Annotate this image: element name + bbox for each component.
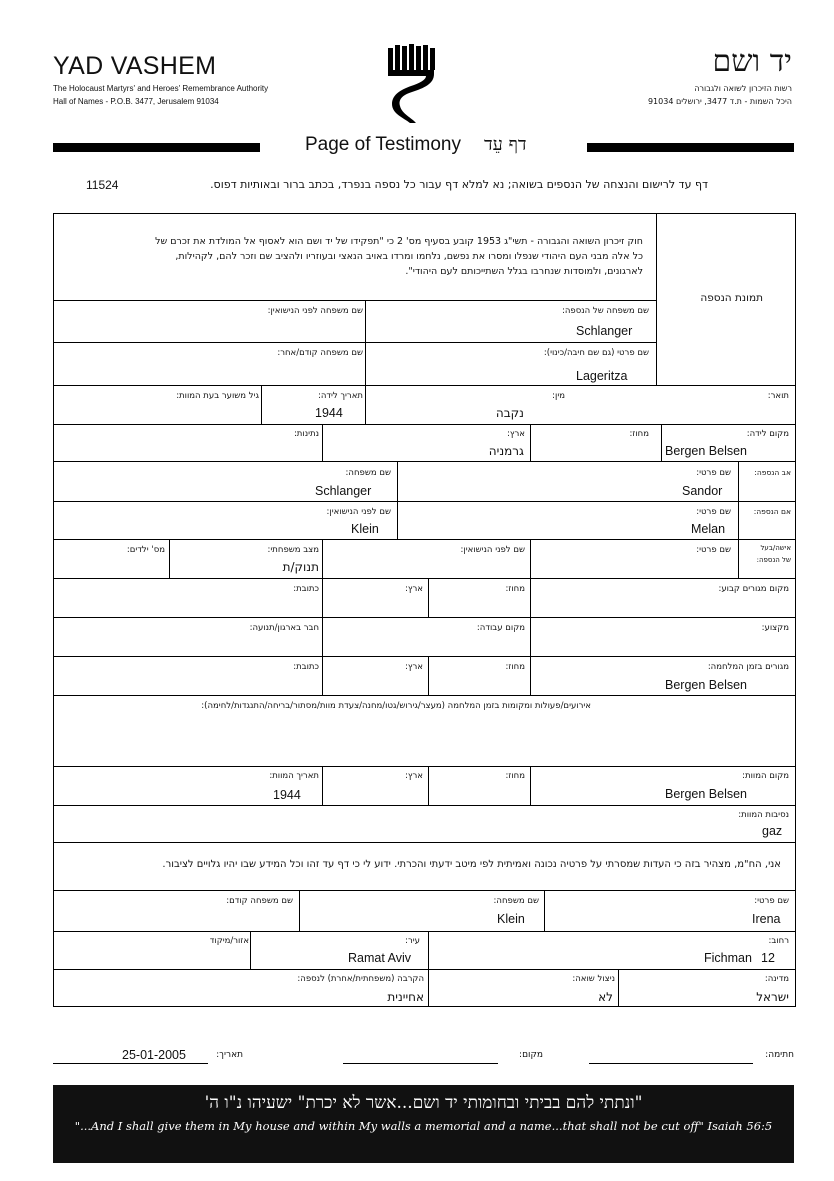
permanent-residence-label: מקום מגורים קבוע:: [718, 584, 789, 594]
victim-birth-place: Bergen Belsen: [665, 444, 748, 458]
sign-place-line[interactable]: [343, 1063, 498, 1064]
sign-date-line[interactable]: [53, 1063, 208, 1064]
signature-label: חתימה:: [765, 1050, 794, 1060]
mother-maiden-name: Klein: [351, 522, 379, 536]
death-place-label: מקום המוות:: [742, 771, 789, 781]
marital-status: תנוק/ת: [282, 560, 319, 574]
father-last-name-label: שם משפחה:: [345, 468, 391, 478]
submitter-last-name-label: שם משפחה:: [493, 896, 539, 906]
org-address-en: Hall of Names - P.O.B. 3477, Jerusalem 91034: [53, 97, 219, 106]
death-place: Bergen Belsen: [665, 787, 748, 801]
title-rule-left: [53, 143, 260, 152]
photo-label: תמונת הנספה: [700, 292, 763, 304]
spouse-label-2: של הנספה:: [756, 556, 791, 564]
org-name-he: יד ושם: [712, 44, 792, 79]
death-country-label: ארץ:: [405, 771, 423, 781]
victim-last-name: Schlanger: [576, 324, 633, 338]
street-number: 12: [761, 951, 775, 965]
declaration: אני, הח"מ, מצהיר בזה כי העדות שמסרתי על פרטיה נכונה ואמיתית לפי מיטב ידעתי והכרתי. ידוע לי כי דף עד זהו וכל המידע שבו יהיו גלויים לציבור.: [162, 859, 781, 870]
victim-gender-label: מין:: [552, 391, 565, 401]
banner-hebrew-quote: "ונתתי להם בביתי ובחומותי יד ושם...אשר לא יכרת" ישעיהו נ"ו ה': [204, 1093, 643, 1113]
page-title-en: Page of Testimony: [305, 134, 461, 155]
submitter-country: ישראל: [756, 990, 789, 1004]
zip-label: אזור/מיקוד: [209, 936, 249, 946]
law-text-line-3: לארגונים, ולמוסדות שנחרבו בגלל השתייכותם לעם היהודי".: [405, 266, 643, 277]
workplace-label: מקום עבודה:: [476, 623, 525, 633]
victim-age-label: גיל משוער בעת המוות:: [176, 391, 259, 401]
victim-country-label: ארץ:: [507, 429, 525, 439]
city-label: עיר:: [405, 936, 420, 946]
sign-date: 25-01-2005: [122, 1048, 186, 1062]
spouse-first-name-label: שם פרטי:: [696, 545, 731, 555]
death-circumstances-label: נסיבות המוות:: [738, 810, 789, 820]
submitter-first-name-label: שם פרטי:: [754, 896, 789, 906]
war-residence: Bergen Belsen: [665, 678, 748, 692]
father-last-name: Schlanger: [315, 484, 372, 498]
victim-maiden-name-label: שם משפחה לפני הנישואין:: [267, 306, 363, 316]
sign-place-label: מקום:: [519, 1050, 543, 1060]
victim-birth-date: 1944: [315, 406, 343, 420]
spouse-maiden-label: שם לפני הנישואין:: [460, 545, 525, 555]
submitter-first-name: Irena: [752, 912, 781, 926]
father-first-name-label: שם פרטי:: [696, 468, 731, 478]
submitter-prev-name-label: שם משפחה קודם:: [226, 896, 293, 906]
father-label: אב הנספה:: [754, 468, 791, 477]
mother-first-name: Melan: [691, 522, 726, 536]
death-date: 1944: [273, 788, 301, 802]
relation-label: הקרבה (משפחתית/אחרת) לנספה:: [297, 974, 424, 984]
form-number: 11524: [86, 178, 119, 192]
testimony-form: [53, 213, 796, 1007]
victim-gender: נקבה: [495, 406, 524, 420]
children-count-label: מס' ילדים:: [126, 545, 165, 555]
survivor-value: לא: [598, 990, 613, 1004]
victim-birth-country: גרמניה: [488, 444, 524, 458]
marital-status-label: מצב משפחתי:: [267, 545, 319, 555]
profession-label: מקצוע:: [761, 623, 789, 633]
instructions: דף עד לרישום והנצחה של הנספים בשואה; נא למלא דף עבור כל נספה בנפרד, בכתב ברור ובאותיות דפוס.: [210, 178, 708, 191]
page-title-he: דף עֵד: [484, 134, 527, 155]
law-text-line-1: חוק זיכרון השואה והגבורה - תשי"ג 1953 קובע בסעיף מס' 2 כי "תפקידו של יד ושם הוא לאסוף אל המולדת את זכרם של: [155, 236, 643, 247]
war-country-label: ארץ:: [405, 662, 423, 672]
war-address-label: כתובת:: [293, 662, 319, 672]
mother-label: אם הנספה:: [753, 507, 791, 516]
victim-title-label: תואר:: [767, 391, 789, 401]
survivor-label: ניצול שואה:: [572, 974, 615, 984]
war-district-label: מחוז:: [505, 662, 525, 672]
victim-nationality-label: נתינות:: [293, 429, 319, 439]
mother-first-name-label: שם פרטי:: [696, 507, 731, 517]
org-address-he: היכל השמות - ת.ד 3477, ירושלים 91034: [647, 97, 792, 106]
victim-first-name: Lageritza: [576, 369, 628, 383]
residence-country-label: ארץ:: [405, 584, 423, 594]
victim-birth-date-label: תאריך לידה:: [317, 391, 363, 401]
victim-previous-name-label: שם משפחה קודם/אחר:: [277, 348, 363, 358]
father-first-name: Sandor: [682, 484, 723, 498]
title-rule-right: [587, 143, 794, 152]
org-subtitle-en: The Holocaust Martyrs' and Heroes' Remembrance Authority: [53, 84, 269, 93]
victim-birth-place-label: מקום לידה:: [746, 429, 789, 439]
law-text-line-2: כל אלה מבני העם היהודי שנפלו ומסרו את נפשם, נלחמו ומרדו באויב הנאצי ובעוזריו ולהציב שם וזכר להם, לקהילות,: [175, 251, 643, 262]
victim-district-label: מחוז:: [629, 429, 649, 439]
org-member-label: חבר בארגון/תנועה:: [249, 623, 319, 633]
war-events-label: אירועים/פעולות ומקומות בזמן המלחמה (מעצר/גירוש/גטו/מחנה/צעדת מוות/מסתור/בריחה/התנגדות/לחימה):: [201, 701, 591, 711]
sign-date-label: תאריך:: [216, 1050, 243, 1060]
street-name: Fichman: [704, 951, 752, 965]
relation-value: אחיינית: [387, 990, 424, 1004]
org-name-en: YAD VASHEM: [53, 52, 217, 80]
city: Ramat Aviv: [348, 951, 411, 965]
signature-line[interactable]: [589, 1063, 753, 1064]
footer-banner: [53, 1085, 794, 1163]
residence-district-label: מחוז:: [505, 584, 525, 594]
death-circumstances: gaz: [762, 824, 783, 838]
submitter-country-label: מדינה:: [764, 974, 789, 984]
death-date-label: תאריך המוות:: [269, 771, 319, 781]
spouse-label-1: אישה/בעל: [760, 544, 791, 552]
victim-first-name-label: שם פרטי (גם שם חיבה/כינוי):: [543, 348, 649, 358]
residence-address-label: כתובת:: [293, 584, 319, 594]
war-residence-label: מגורים בזמן המלחמה:: [707, 662, 789, 672]
submitter-last-name: Klein: [497, 912, 525, 926]
mother-maiden-label: שם לפני הנישואין:: [326, 507, 391, 517]
street-label: רחוב:: [768, 936, 789, 946]
org-subtitle-he: רשות הזיכרון לשואה ולגבורה: [694, 84, 792, 93]
victim-last-name-label: שם משפחה של הנספה:: [561, 306, 649, 316]
banner-english-quote: "...And I shall give them in My house and within My walls a memorial and a name...that shall not be cut off" Isaiah 56:5: [74, 1119, 773, 1133]
yad-vashem-logo: [386, 44, 438, 124]
death-district-label: מחוז:: [505, 771, 525, 781]
